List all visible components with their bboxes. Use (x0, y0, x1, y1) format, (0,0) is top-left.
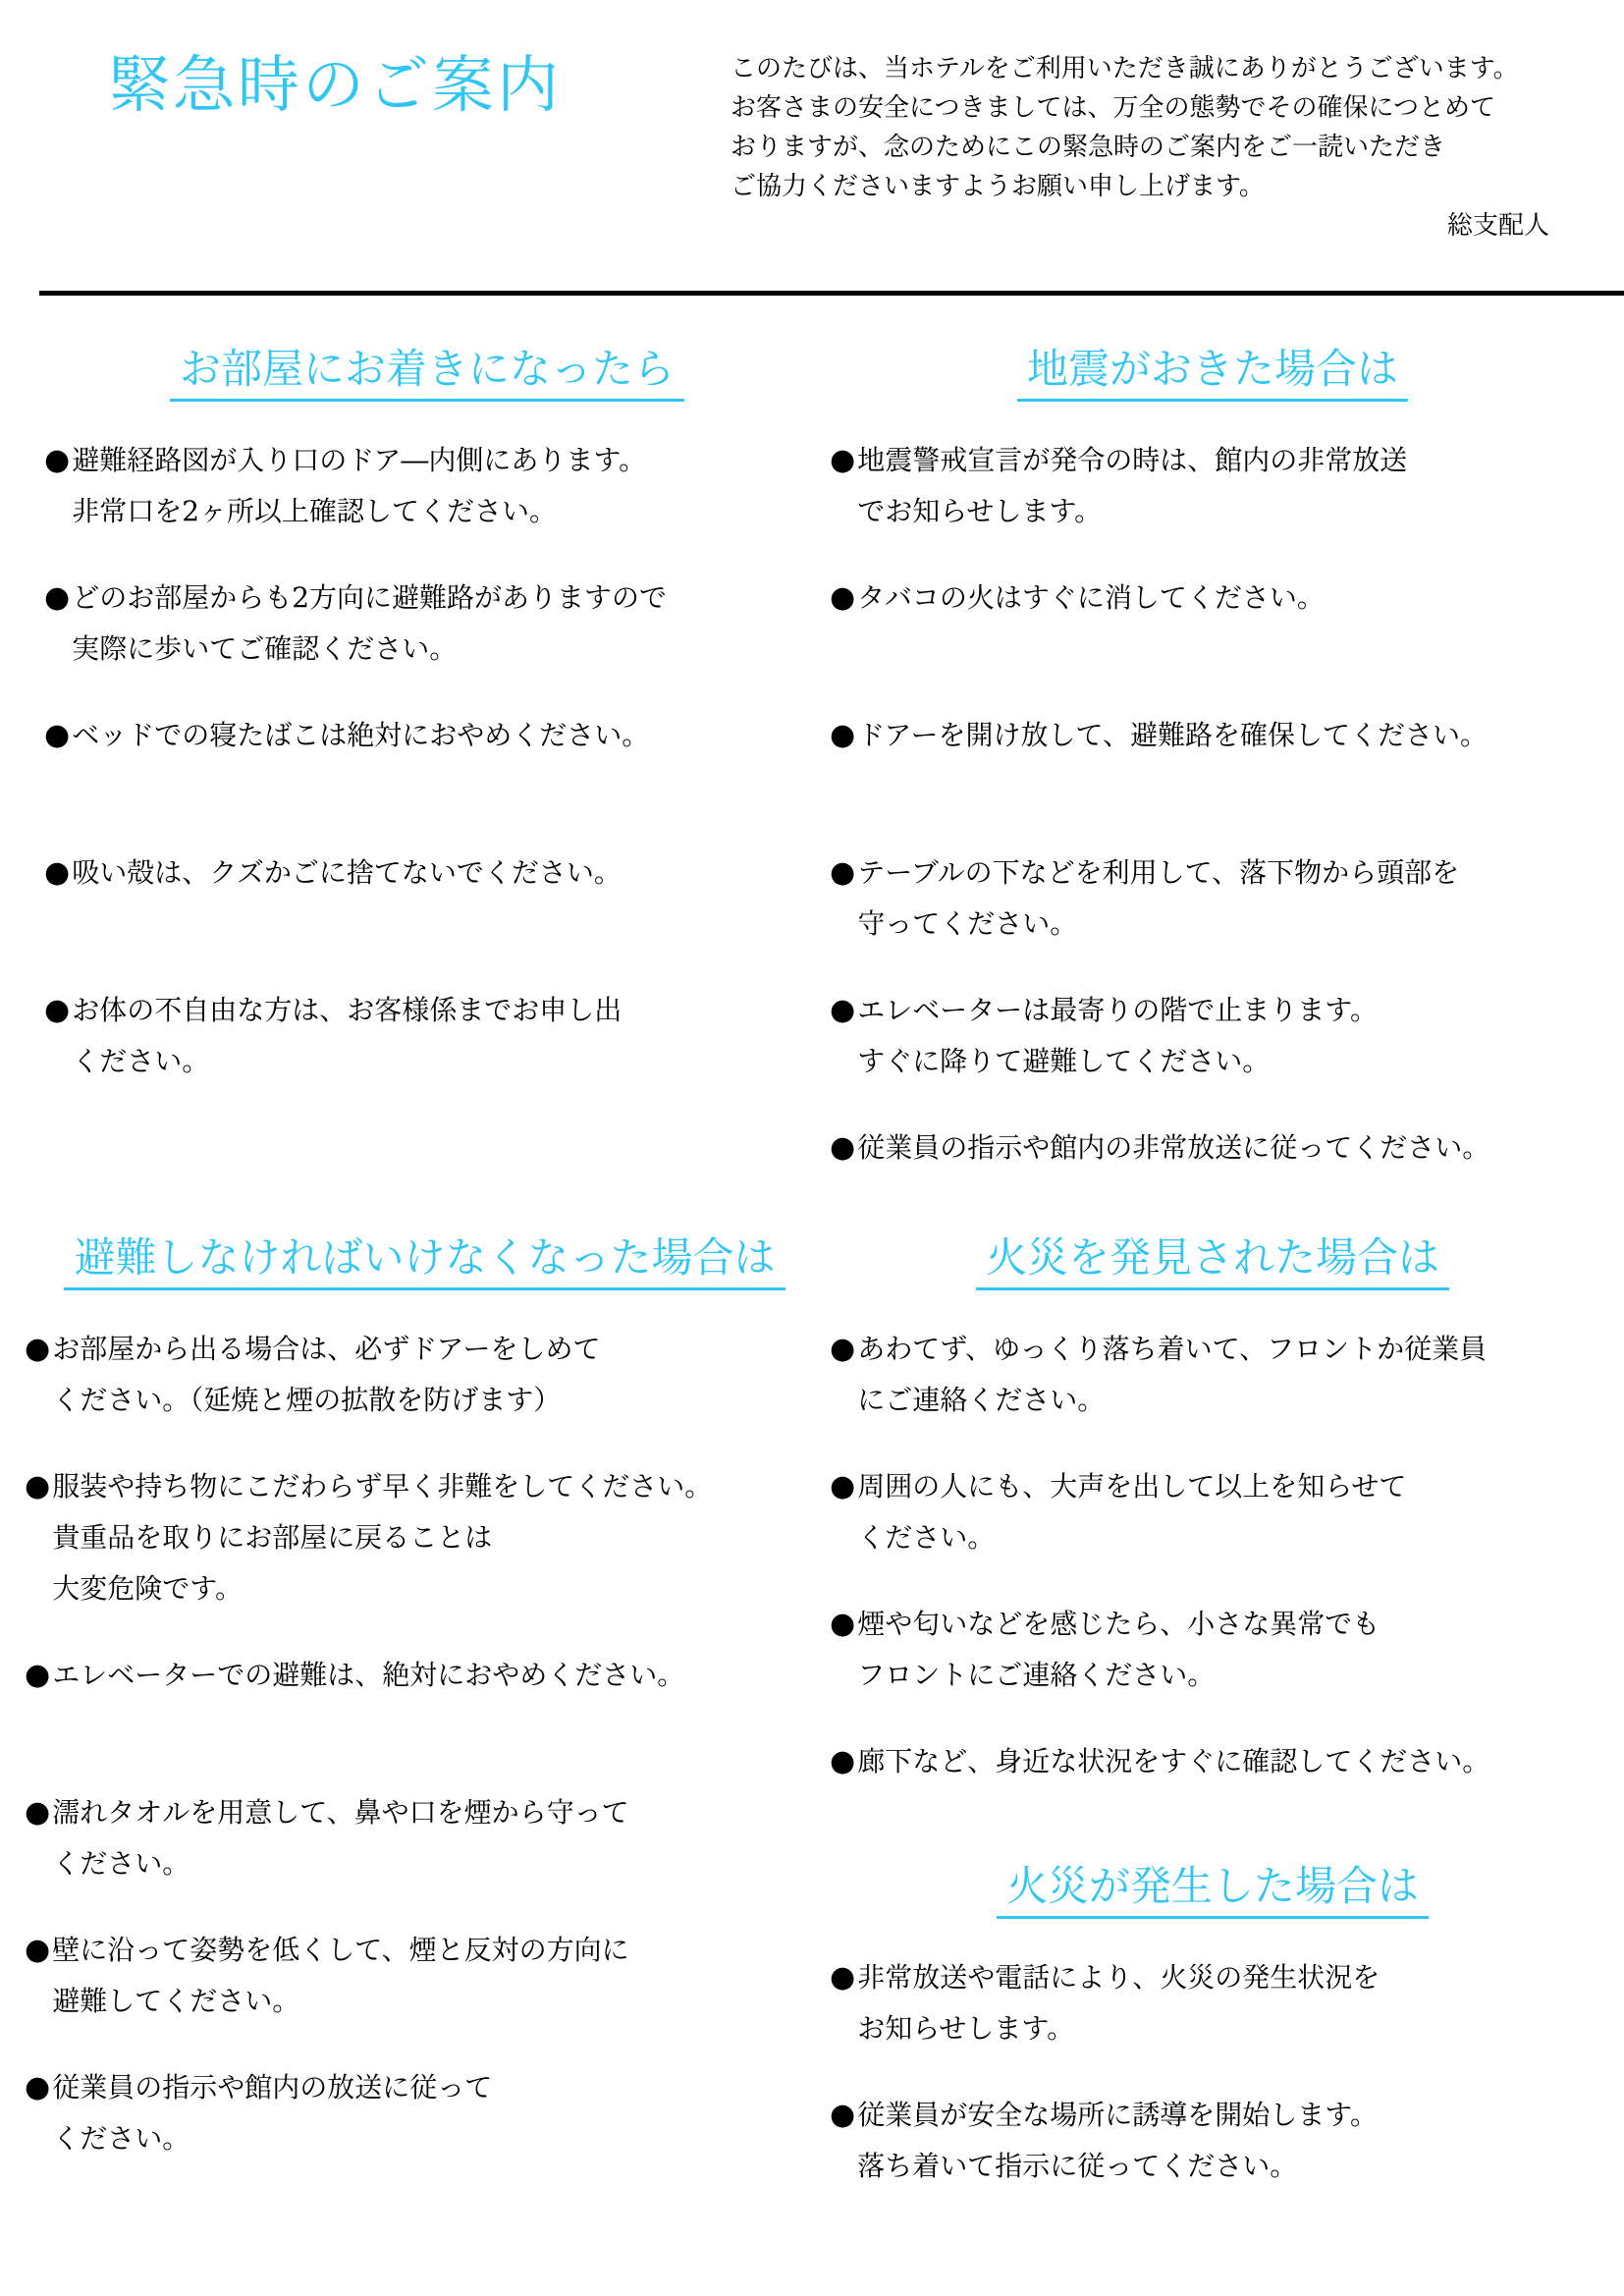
bullet-line: タバコの火はすぐに消してください。 (857, 581, 1325, 614)
bullet-line: 従業員の指示や館内の放送に従って (52, 2071, 493, 2104)
bullet-line: 廊下など、身近な状況をすぐに確認してください。 (857, 1745, 1490, 1777)
bullet-text (52, 2062, 492, 2164)
bullet-line: ください。 (857, 1521, 996, 1554)
bullet-text (72, 435, 646, 537)
bullet-line: ください。 (52, 1847, 190, 1880)
bullet-line: テーブルの下などを利用して、落下物から頭部を (857, 856, 1460, 889)
bullet-marker-icon: ● (830, 1130, 856, 1165)
bullet-text (52, 1650, 684, 1701)
intro-line: ご協力くださいますようお願い申し上げます。 (731, 172, 1265, 202)
page-title: 緊急時のご案内 (108, 49, 562, 121)
bullet-item (830, 1736, 1596, 1838)
bullet-text (72, 573, 667, 675)
bullet-text (857, 1324, 1487, 1426)
intro-line: お客さまの安全につきましては、万全の態勢でその確保につとめて (731, 93, 1495, 124)
bullet-marker-icon: ● (25, 1332, 51, 1366)
section-heading-earthquake (830, 337, 1596, 396)
bullet-text (52, 1787, 628, 1889)
section-fire-occurred (830, 1846, 1596, 2227)
bullet-marker-icon: ● (25, 1933, 51, 1967)
bullet-item (44, 573, 810, 675)
bullet-line: 地震警戒宣言が発令の時は、館内の非常放送 (857, 444, 1408, 476)
bullet-text (857, 573, 1325, 624)
bullet-line: 実際に歩いてご確認ください。 (72, 632, 458, 665)
section-fire-discovered (830, 1218, 1596, 1874)
bullet-line: ドアーを開け放して、避難路を確保してください。 (857, 719, 1488, 751)
section-arrival (44, 329, 810, 1122)
intro-line: このたびは、当ホテルをご利用いただき誠にありがとうございます。 (731, 54, 1519, 83)
bullet-text (857, 435, 1407, 537)
bullet-line: エレベーターでの避難は、絶対におやめください。 (52, 1659, 685, 1691)
bullet-marker-icon: ● (44, 993, 71, 1027)
bullet-line: 吸い殻は、クズかごに捨てないでください。 (72, 856, 622, 889)
bullet-item (25, 2062, 825, 2164)
bullet-item (25, 1324, 825, 1426)
bullet-text (857, 1599, 1380, 1701)
bullet-marker-icon: ● (25, 2070, 51, 2105)
bullet-item (44, 710, 810, 812)
bullet-text (72, 847, 622, 899)
bullet-marker-icon: ● (830, 580, 856, 615)
bullet-item (25, 1461, 825, 1614)
intro-line: おりますが、念のためにこの緊急時のご案内をご一読いただき (731, 133, 1446, 163)
bullet-marker-icon: ● (25, 1658, 51, 1692)
header-divider (39, 291, 1624, 296)
bullet-item (44, 847, 810, 950)
bullet-line: 大変危険です。 (52, 1572, 243, 1605)
bullet-text (52, 1925, 628, 2027)
bullet-text (72, 985, 622, 1087)
bullet-marker-icon: ● (830, 1332, 856, 1366)
bullet-item (830, 573, 1596, 675)
bullet-line: 壁に沿って姿勢を低くして、煙と反対の方向に (52, 1934, 629, 1966)
general-manager-signature: 総支配人 (1446, 211, 1549, 242)
section-heading-text: 避難しなければいけなくなった場合は (64, 1233, 785, 1290)
bullet-line: にご連絡ください。 (857, 1384, 1106, 1416)
bullet-line: フロントにご連絡ください。 (857, 1659, 1216, 1691)
bullet-line: 煙や匂いなどを感じたら、小さな異常でも (857, 1608, 1380, 1640)
section-heading-text: 火災を発見された場合は (976, 1233, 1449, 1290)
bullet-item (44, 985, 810, 1087)
bullet-item (830, 1122, 1596, 1225)
section-heading-fire-occurred (830, 1854, 1596, 1913)
bullet-item (25, 1787, 825, 1889)
bullet-item (830, 1324, 1596, 1426)
bullet-line: 非常放送や電話により、火災の発生状況を (857, 1961, 1380, 1994)
section-heading-text: 火災が発生した場合は (997, 1862, 1429, 1919)
bullet-text (857, 1122, 1489, 1174)
bullet-marker-icon: ● (25, 1795, 51, 1830)
bullet-item (25, 1650, 825, 1752)
bullet-marker-icon: ● (44, 580, 71, 615)
bullet-marker-icon: ● (830, 993, 856, 1027)
bullet-marker-icon: ● (25, 1469, 51, 1503)
bullet-line: でお知らせします。 (857, 495, 1103, 527)
bullet-line: お部屋から出る場合は、必ずドアーをしめて (52, 1333, 601, 1365)
bullet-line: 避難してください。 (52, 1985, 300, 2017)
bullet-item (830, 1461, 1596, 1563)
bullet-item (25, 1925, 825, 2027)
section-heading-evacuation (25, 1226, 825, 1285)
bullet-line: 濡れタオルを用意して、鼻や口を煙から守って (52, 1796, 629, 1829)
bullet-line: エレベーターは最寄りの階で止まります。 (857, 994, 1378, 1026)
bullet-marker-icon: ● (830, 1744, 856, 1778)
bullet-item (830, 2090, 1596, 2192)
intro-paragraph (731, 49, 1567, 246)
bullet-item (830, 985, 1596, 1087)
bullet-line: あわてず、ゆっくり落ち着いて、フロントか従業員 (857, 1333, 1488, 1365)
bullet-line: お知らせします。 (857, 2012, 1075, 2045)
bullet-line: お体の不自由な方は、お客様係までお申し出 (72, 994, 623, 1026)
bullet-text (52, 1461, 712, 1614)
section-earthquake (830, 329, 1596, 1260)
bullet-item (830, 710, 1596, 812)
bullet-item (44, 435, 810, 537)
bullet-line: ください。 (72, 1045, 210, 1077)
bullet-marker-icon: ● (830, 1607, 856, 1641)
bullet-line: すぐに降りて避難してください。 (857, 1045, 1271, 1077)
bullet-marker-icon: ● (830, 1469, 856, 1503)
bullet-text (857, 1736, 1489, 1787)
bullet-line: 守ってください。 (857, 907, 1078, 940)
bullet-marker-icon: ● (44, 718, 71, 752)
bullet-item (830, 435, 1596, 537)
bullet-marker-icon: ● (830, 2098, 856, 2132)
bullet-text (52, 1324, 600, 1426)
bullet-marker-icon: ● (44, 443, 71, 477)
bullet-line: ベッドでの寝たばこは絶対におやめください。 (72, 719, 650, 751)
section-heading-text: お部屋にお着きになったら (170, 345, 684, 402)
section-heading-arrival (44, 337, 810, 396)
bullet-line: 従業員が安全な場所に誘導を開始します。 (857, 2099, 1378, 2131)
bullet-line: 落ち着いて指示に従ってください。 (857, 2150, 1298, 2182)
bullet-line: 非常口を2ヶ所以上確認してください。 (72, 495, 558, 527)
section-evacuation (25, 1218, 825, 2200)
bullet-text (857, 985, 1378, 1087)
bullet-marker-icon: ● (44, 855, 71, 890)
bullet-line: 周囲の人にも、大声を出して以上を知らせて (857, 1470, 1407, 1503)
bullet-line: どのお部屋からも2方向に避難路がありますので (72, 581, 668, 614)
bullet-text (857, 1952, 1380, 2054)
bullet-marker-icon: ● (830, 855, 856, 890)
bullet-text (857, 710, 1488, 761)
bullet-text (857, 2090, 1378, 2192)
bullet-marker-icon: ● (830, 1960, 856, 1995)
bullet-line: 服装や持ち物にこだわらず早く非難をしてください。 (52, 1470, 713, 1503)
bullet-item (830, 847, 1596, 950)
bullet-item (830, 1599, 1596, 1701)
bullet-line: ください。 (52, 2122, 190, 2155)
bullet-line: 貴重品を取りにお部屋に戻ることは (52, 1521, 493, 1554)
section-heading-text: 地震がおきた場合は (1017, 345, 1408, 402)
bullet-text (857, 847, 1459, 950)
bullet-line: 従業員の指示や館内の非常放送に従ってください。 (857, 1131, 1490, 1164)
section-heading-fire-discovered (830, 1226, 1596, 1285)
bullet-text (72, 710, 649, 761)
bullet-marker-icon: ● (830, 443, 856, 477)
bullet-line: 避難経路図が入り口のドア―内側にあります。 (72, 444, 647, 476)
bullet-marker-icon: ● (830, 718, 856, 752)
bullet-text (857, 1461, 1406, 1563)
bullet-item (830, 1952, 1596, 2054)
bullet-line: ください。（延焼と煙の拡散を防げます） (52, 1384, 562, 1416)
